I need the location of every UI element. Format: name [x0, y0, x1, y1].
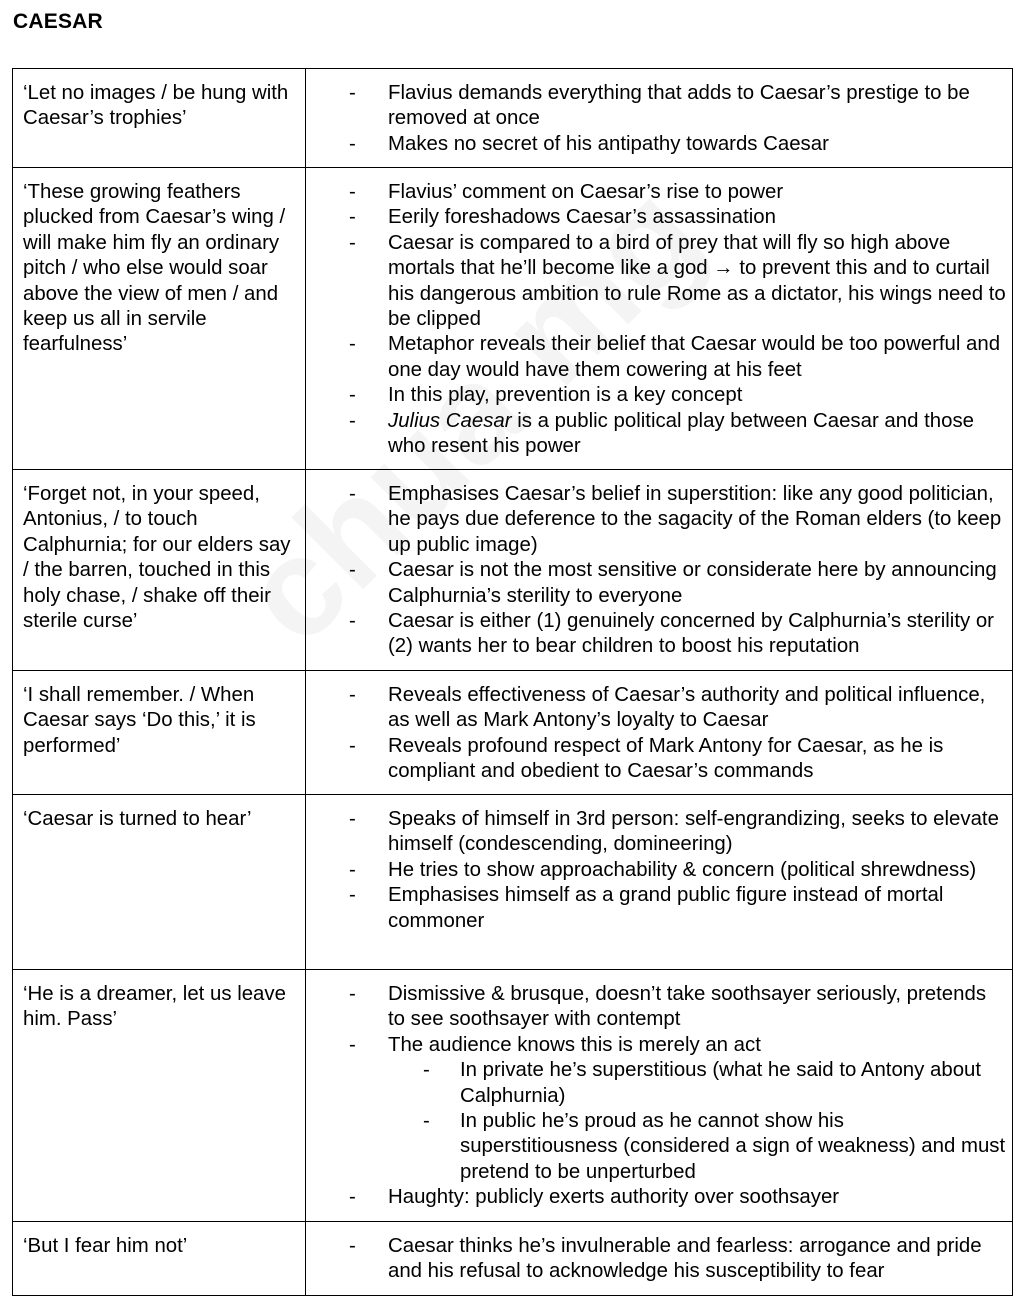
- list-item: - Reveals profound respect of Mark Antony for Caesar, as he is compliant and obedient to Caesar’s commands: [306, 734, 1006, 785]
- page-title: CAESAR: [13, 10, 103, 33]
- list-item: - Speaks of himself in 3rd person: self-engrandizing, seeks to elevate himself (condescending, domineering): [306, 807, 1006, 858]
- list-item: - Dismissive & brusque, doesn’t take soothsayer seriously, pretends to see soothsayer with contempt: [306, 982, 1006, 1033]
- list-item: - Caesar is not the most sensitive or considerate here by announcing Calphurnia’s sterility to everyone: [306, 558, 1006, 609]
- sub-list: [388, 1058, 1006, 1185]
- list-item: - In this play, prevention is a key concept: [306, 383, 1006, 408]
- table-row: [13, 69, 1013, 168]
- table-row: [13, 470, 1013, 671]
- table-row: [13, 1222, 1013, 1296]
- list-item: - Emphasises Caesar’s belief in superstition: like any good politician, he pays due deference to the sagacity of the Roman elders (to keep up public image): [306, 482, 1006, 558]
- table-row: [13, 795, 1013, 970]
- list-item: - Reveals effectiveness of Caesar’s authority and political influence, as well as Mark Antony’s loyalty to Caesar: [306, 683, 1006, 734]
- analysis-list: [306, 482, 1006, 660]
- list-item-text: is a public political play between Caesar and those who resent his power: [388, 409, 974, 458]
- quote-cell: ‘Let no images / be hung with Caesar’s trophies’: [13, 69, 306, 168]
- analysis-list: [306, 180, 1006, 459]
- quote-cell: ‘He is a dreamer, let us leave him. Pass’: [13, 970, 306, 1222]
- list-item: - Emphasises himself as a grand public figure instead of mortal commoner: [306, 883, 1006, 934]
- analysis-list: [306, 81, 1006, 157]
- analysis-cell: [306, 795, 1013, 970]
- list-item: - Makes no secret of his antipathy towards Caesar: [306, 132, 1006, 157]
- quote-analysis-table: [12, 68, 1013, 1296]
- list-item: - He tries to show approachability & concern (political shrewdness): [306, 858, 1006, 883]
- analysis-cell: [306, 970, 1013, 1222]
- analysis-list: [306, 1234, 1006, 1285]
- list-item: - Metaphor reveals their belief that Caesar would be too powerful and one day would have them cowering at his feet: [306, 332, 1006, 383]
- list-item: - Caesar is compared to a bird of prey that will fly so high above mortals that he’ll become like a god → to prevent this and to curtail his dangerous ambition to rule Rome as a dictator, his wings need to be clipped: [306, 231, 1006, 333]
- analysis-cell: [306, 1222, 1013, 1296]
- sub-list-item: - In private he’s superstitious (what he said to Antony about Calphurnia): [306, 1058, 1006, 1109]
- list-item: [306, 1033, 1006, 1185]
- table-row: [13, 671, 1013, 795]
- analysis-cell: [306, 168, 1013, 470]
- table-row: [13, 168, 1013, 470]
- quote-cell: ‘But I fear him not’: [13, 1222, 306, 1296]
- analysis-list: [306, 683, 1006, 785]
- quote-cell: ‘I shall remember. / When Caesar says ‘Do this,’ it is performed’: [13, 671, 306, 795]
- list-item: - Caesar thinks he’s invulnerable and fearless: arrogance and pride and his refusal to acknowledge his susceptibility to fear: [306, 1234, 1006, 1285]
- quote-cell: ‘These growing feathers plucked from Caesar’s wing / will make him fly an ordinary pitch / who else would soar above the view of men / and keep us all in servile fearfulness’: [13, 168, 306, 470]
- analysis-list: [306, 807, 1006, 934]
- list-item-text: The audience knows this is merely an act: [388, 1033, 761, 1056]
- analysis-cell: [306, 69, 1013, 168]
- quote-cell: ‘Forget not, in your speed, Antonius, / to touch Calphurnia; for our elders say / the barren, touched in this holy chase, / shake off their sterile curse’: [13, 470, 306, 671]
- analysis-cell: [306, 671, 1013, 795]
- analysis-cell: [306, 470, 1013, 671]
- list-item: - Caesar is either (1) genuinely concerned by Calphurnia’s sterility or (2) wants her to bear children to boost his reputation: [306, 609, 1006, 660]
- list-item: [306, 409, 1006, 460]
- quote-cell: ‘Caesar is turned to hear’: [13, 795, 306, 970]
- table-row: [13, 970, 1013, 1222]
- list-item: - Flavius’ comment on Caesar’s rise to power: [306, 180, 1006, 205]
- list-item: - Haughty: publicly exerts authority over soothsayer: [306, 1185, 1006, 1210]
- list-item: - Eerily foreshadows Caesar’s assassination: [306, 205, 1006, 230]
- analysis-list: [306, 982, 1006, 1211]
- sub-list-item: - In public he’s proud as he cannot show his superstitiousness (considered a sign of weakness) and must pretend to be unperturbed: [306, 1109, 1006, 1185]
- play-title: Julius Caesar: [388, 409, 512, 432]
- list-item: - Flavius demands everything that adds to Caesar’s prestige to be removed at once: [306, 81, 1006, 132]
